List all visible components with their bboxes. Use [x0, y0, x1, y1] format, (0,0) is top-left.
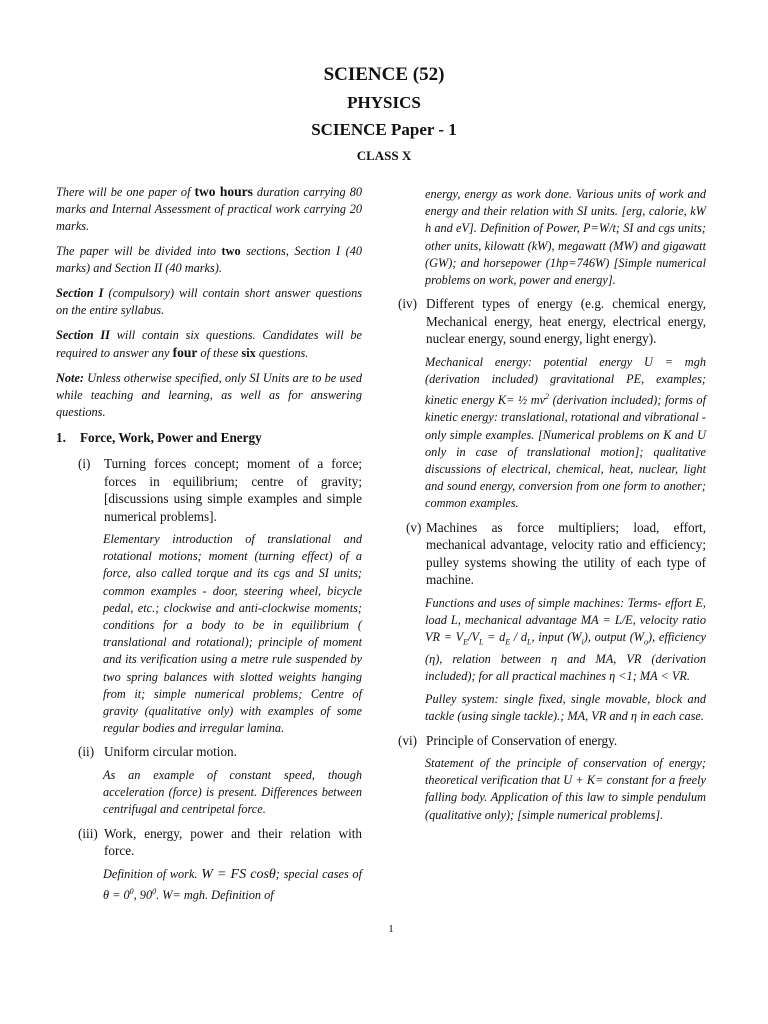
item-text: Machines as force multipliers; load, effort, mechanical advantage, velocity ratio and efficiency; pulley systems showing the utility of each type of machine. [426, 519, 706, 588]
item-text: Uniform circular motion. [104, 744, 237, 760]
item-detail-iii: Definition of work. W = FS cosθ; special cases of $\theta = 0^0$, $90^0$. W= mgh. Definition of [103, 866, 363, 902]
class-heading: CLASS X [356, 148, 412, 163]
item-text: Different types of energy (e.g. chemical energy, Mechanical energy, heat energy, electrical energy, nuclear energy, sound energy, light energy). [426, 296, 706, 347]
intro-paragraph-section2: Section II will contain six questions. Candidates will be required to answer any four of these six questions. [56, 328, 362, 360]
item-text: Principle of Conservation of energy. [426, 732, 618, 748]
item-detail-v: Functions and uses of simple machines: Terms- effort E, load L, mechanical advantage MA = L/E, velocity ratio VR = $V_E/V_L = d_E / d_L$, input $(W_i)$, output $(W_o)$, efficiency (η), relation between η and MA, VR (derivation included); for all practical machines η <1; MA < VR. [425, 595, 706, 683]
list-item-i [78, 455, 362, 525]
item-detail-i: Elementary introduction of translational and rotational motions; moment (turning effect) of a force, also called torque and its cgs and SI units; common examples - door, steering wheel, bicycle pedal, etc.; clockwise and anti-clockwise moments; conditions for a body to be in equilibrium ( translational and rotational); principle of moment and its verification using a metre rule suspended by two spring balances with slotted weights hanging from it; simple numerical problems; Centre of gravity (qualitative only) with examples of some regular bodies and irregular lamina. [103, 532, 362, 736]
item-text: Work, energy, power and their relation with force. [104, 825, 362, 859]
item-detail-ii: As an example of constant speed, though acceleration (force) is present. Differences between centrifugal and centripetal force. [103, 767, 362, 817]
item-label: (iii) [78, 825, 98, 841]
item-label: (vi) [398, 732, 418, 748]
list-item-vi [398, 732, 706, 750]
list-item-iv [398, 295, 706, 348]
paper-heading: SCIENCE Paper - 1 [311, 120, 457, 139]
page-number: 1 [388, 923, 394, 935]
intro-paragraph-section1: Section I (compulsory) will contain short answer questions on the entire syllabus. [56, 286, 363, 317]
intro-note: Note: Unless otherwise specified, only SI Units are to be used while teaching and learning, as well as for answering questions. [56, 371, 362, 419]
item-text: Turning forces concept; moment of a force; forces in equilibrium; centre of gravity; [discussions using simple examples and simple numerical problems]. [104, 456, 362, 524]
item-label: (ii) [78, 744, 95, 760]
item-label: (i) [78, 456, 91, 471]
list-item-ii [78, 743, 362, 761]
subject-heading: PHYSICS [347, 93, 421, 112]
list-item-v [398, 519, 706, 589]
right-column [398, 186, 706, 830]
section-title: Force, Work, Power and Energy [80, 430, 262, 445]
item-detail-iii-continued: energy, energy as work done. Various units of work and energy and their relation with SI units. [erg, calorie, kW h and eV]. Definition of Power, P=W/t; SI and cgs units; other units, kilowatt (kW), megawatt (MW) and gigawatt (GW); and horsepower (1hp=746W) [Simple numerical problems on work, power and energy]. [425, 187, 706, 288]
intro-paragraph-duration: There will be one paper of two hours duration carrying 80 marks and Internal Assessment of practical work carrying 20 marks. [56, 184, 363, 233]
page-title: SCIENCE (52) [323, 64, 445, 85]
section-number: 1. [56, 430, 66, 445]
left-column [56, 183, 362, 910]
item-label: (iv) [398, 296, 418, 312]
list-item-iii [78, 825, 362, 860]
item-detail-iv: Mechanical energy: potential energy U = mgh (derivation included) gravitational PE, examples; kinetic energy K= ½ $mv^2$ (derivation included); forms of kinetic energy: translational, rotational and vibrational - only simple examples. [Numerical problems on K and U only in case of translational motion]; qualitative discussions of electrical, chemical, heat, nuclear, light and sound energy, conversion from one form to another; common examples. [425, 354, 706, 511]
item-detail-vi: Statement of the principle of conservation of energy; theoretical verification that U + K= constant for a freely falling body. Application of this law to simple pendulum (qualitative only); [simple numerical problems]. [425, 756, 706, 822]
item-label: (v) [406, 519, 422, 535]
item-detail-v-pulley: Pulley system: single fixed, single movable, block and tackle (using single tackle).; MA, VR and η in each case. [425, 692, 706, 724]
intro-paragraph-sections: The paper will be divided into two sections, Section I (40 marks) and Section II (40 marks). [56, 244, 363, 275]
section-heading [56, 429, 362, 447]
